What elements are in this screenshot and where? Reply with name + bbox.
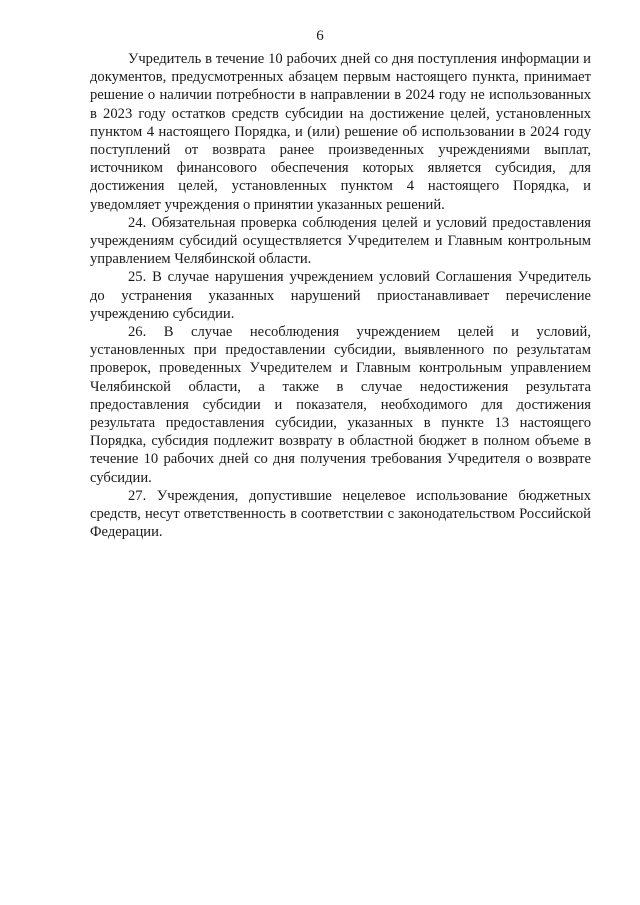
page-number: 6: [316, 28, 324, 44]
paragraph-24: 24. Обязательная проверка соблюдения целей и условий предоставления учреждениям субсидий осуществляется Учредителем и Главным контрольным управлением Челябинской области.: [90, 214, 591, 268]
document-body: [90, 50, 591, 541]
paragraph-27: 27. Учреждения, допустившие нецелевое использование бюджетных средств, несут ответственность в соответствии с законодательством Российской Федерации.: [90, 487, 591, 541]
paragraph-25: 25. В случае нарушения учреждением условий Соглашения Учредитель до устранения указанных нарушений приостанавливает перечисление учреждению субсидии.: [90, 269, 591, 322]
paragraph-23-continuation: Учредитель в течение 10 рабочих дней со дня поступления информации и документов, предусмотренных абзацем первым настоящего пункта, принимает решение о наличии потребности в направлении в 2024 году не использованных в 2023 году остатков средств субсидии на достижение целей, установленных пунктом 4 настоящего Порядка, и (или) решение об использовании в 2024 году поступлений от возврата ранее произведенных учреждениями выплат, источником финансового обеспечения которых является субсидия, для достижения целей, установленных пунктом 4 настоящего Порядка, и уведомляет учреждения о принятии указанных решений.: [90, 51, 591, 213]
paragraph-26: 26. В случае несоблюдения учреждением целей и условий, установленных при предоставлении субсидии, выявленного по результатам проверок, проведенных Учредителем и Главным контрольным управлением Челябинской области, а также в случае недостижения результата предоставления субсидии и показателя, необходимого для достижения результата предоставления субсидии, указанных в пункте 13 настоящего Порядка, субсидия подлежит возврату в областной бюджет в полном объеме в течение 10 рабочих дней со дня получения требования Учредителя о возврате субсидии.: [90, 324, 591, 486]
